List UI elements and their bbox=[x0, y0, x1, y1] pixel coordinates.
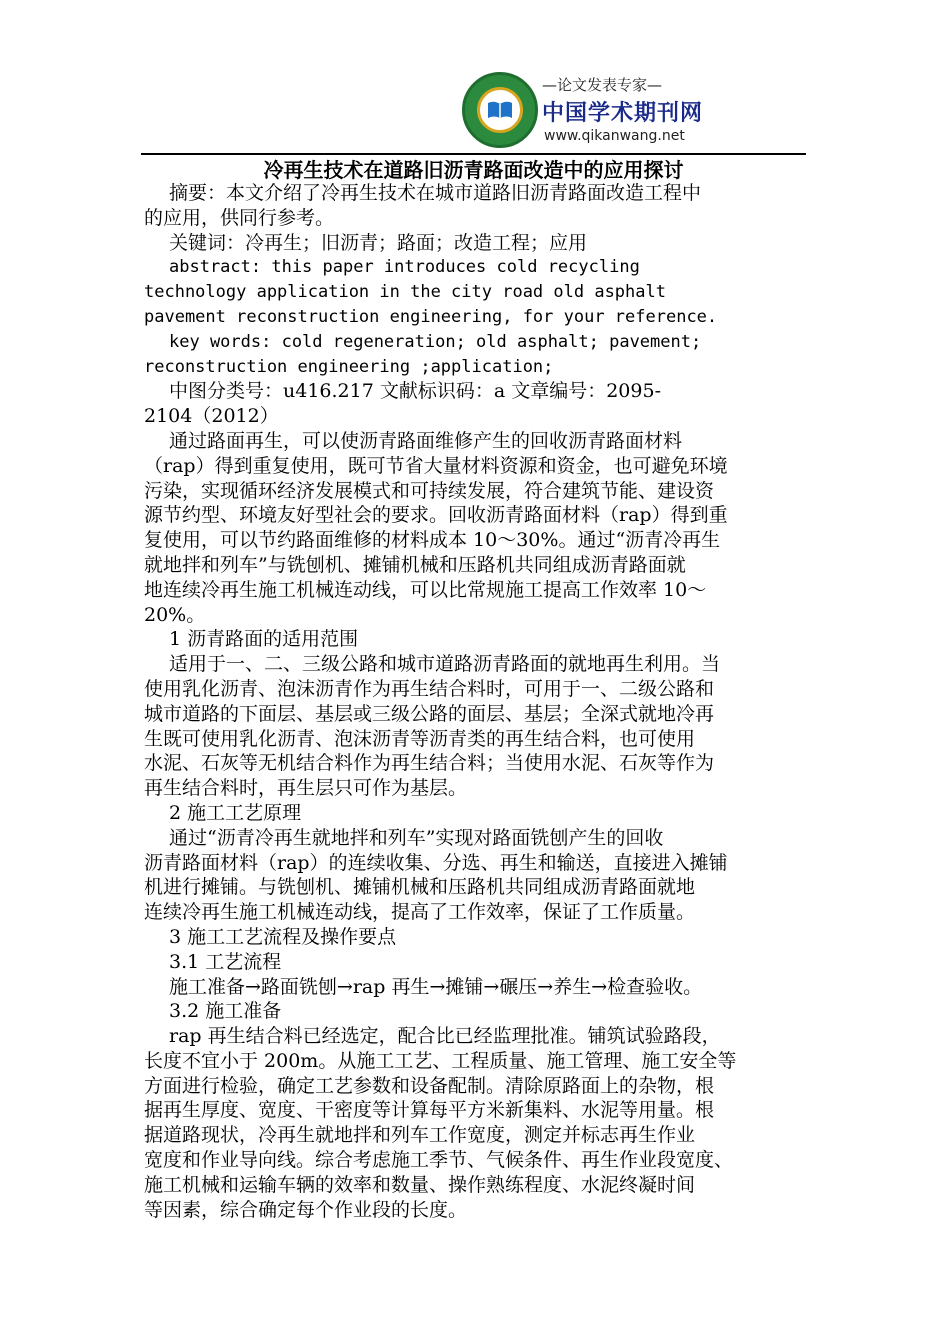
paragraph-line: 通过路面再生，可以使沥青路面维修产生的回收沥青路面材料 bbox=[169, 429, 683, 452]
site-logo bbox=[462, 70, 702, 150]
paragraph-line: 20%。 bbox=[144, 603, 206, 626]
paragraph-line: 沥青路面材料（rap）的连续收集、分选、再生和输送，直接进入摊铺 bbox=[144, 851, 728, 874]
paragraph-line: 适用于一、二、三级公路和城市道路沥青路面的就地再生利用。当 bbox=[169, 653, 721, 676]
paragraph-line: 机进行摊铺。与铣刨机、摊铺机械和压路机共同组成沥青路面就地 bbox=[144, 876, 696, 899]
keywords-en-line: key words: cold regeneration; old asphalt; pavement; bbox=[169, 331, 702, 352]
paragraph-line: 源节约型、环境友好型社会的要求。回收沥青路面材料（rap）得到重 bbox=[144, 504, 728, 527]
paragraph-line: rap 再生结合料已经选定，配合比已经监理批准。铺筑试验路段， bbox=[169, 1025, 721, 1048]
paragraph-line: 方面进行检验，确定工艺参数和设备配制。清除原路面上的杂物，根 bbox=[144, 1074, 715, 1097]
paragraph-line: （rap）得到重复使用，既可节省大量材料资源和资金，也可避免环境 bbox=[144, 454, 728, 477]
paragraph-line: 通过“沥青冷再生就地拌和列车”实现对路面铣刨产生的回收 bbox=[169, 826, 664, 849]
logo-name: 中国学术期刊网 bbox=[542, 101, 704, 126]
abstract-en-line: technology application in the city road old asphalt bbox=[144, 282, 666, 303]
header-rule bbox=[141, 153, 806, 155]
subsection-heading: 3.1 工艺流程 bbox=[169, 950, 282, 973]
process-flow-line: 施工准备→路面铣刨→rap 再生→摊铺→碾压→养生→检查验收。 bbox=[169, 975, 703, 998]
keywords-line: 关键词：冷再生；旧沥青；路面；改造工程；应用 bbox=[169, 231, 588, 254]
paragraph-line: 据道路现状，冷再生就地拌和列车工作宽度，测定并标志再生作业 bbox=[144, 1124, 696, 1147]
paragraph-line: 施工机械和运输车辆的效率和数量、操作熟练程度、水泥终凝时间 bbox=[144, 1173, 696, 1196]
paragraph-line: 再生结合料时，再生层只可作为基层。 bbox=[144, 777, 468, 800]
article-body bbox=[144, 181, 804, 1222]
paragraph-line: 污染，实现循环经济发展模式和可持续发展，符合建筑节能、建设资 bbox=[144, 479, 715, 502]
abstract-en-line: abstract: this paper introduces cold recycling bbox=[169, 257, 640, 278]
section-heading: 2 施工工艺原理 bbox=[169, 801, 302, 824]
paragraph-line: 地连续冷再生施工机械连动线，可以比常规施工提高工作效率 10～ bbox=[144, 578, 707, 601]
paragraph-line: 生既可使用乳化沥青、泡沫沥青等沥青类的再生结合料，也可使用 bbox=[144, 727, 696, 750]
paragraph-line: 连续冷再生施工机械连动线，提高了工作效率，保证了工作质量。 bbox=[144, 901, 696, 924]
keywords-en-line: reconstruction engineering ;application; bbox=[144, 356, 554, 377]
logo-url: www.qikanwang.net bbox=[544, 128, 685, 144]
section-heading: 3 施工工艺流程及操作要点 bbox=[169, 925, 397, 948]
article-title: 冷再生技术在道路旧沥青路面改造中的应用探讨 bbox=[263, 158, 684, 182]
classification-line: 中图分类号：u416.217 文献标识码：a 文章编号：2095- bbox=[169, 380, 661, 403]
paragraph-line: 使用乳化沥青、泡沫沥青作为再生结合料时，可用于一、二级公路和 bbox=[144, 677, 715, 700]
paragraph-line: 等因素，综合确定每个作业段的长度。 bbox=[144, 1198, 468, 1221]
paragraph-line: 就地拌和列车”与铣刨机、摊铺机械和压路机共同组成沥青路面就 bbox=[144, 553, 686, 576]
abstract-line: 的应用，供同行参考。 bbox=[144, 206, 335, 229]
abstract-line: 摘要：本文介绍了冷再生技术在城市道路旧沥青路面改造工程中 bbox=[169, 182, 702, 204]
paragraph-line: 城市道路的下面层、基层或三级公路的面层、基层；全深式就地冷再 bbox=[144, 702, 715, 725]
logo-emblem bbox=[462, 72, 538, 148]
classification-line: 2104（2012） bbox=[144, 405, 279, 428]
paragraph-line: 水泥、石灰等无机结合料作为再生结合料；当使用水泥、石灰等作为 bbox=[144, 752, 715, 775]
paragraph-line: 宽度和作业导向线。综合考虑施工季节、气候条件、再生作业段宽度、 bbox=[144, 1149, 734, 1172]
paragraph-line: 据再生厚度、宽度、干密度等计算每平方米新集料、水泥等用量。根 bbox=[144, 1099, 715, 1122]
logo-tagline: —论文发表专家— bbox=[542, 76, 663, 94]
section-heading: 1 沥青路面的适用范围 bbox=[169, 628, 359, 651]
paragraph-line: 复使用，可以节约路面维修的材料成本 10～30%。通过“沥青冷再生 bbox=[144, 529, 721, 552]
paragraph-line: 长度不宜小于 200m。从施工工艺、工程质量、施工管理、施工安全等 bbox=[144, 1049, 737, 1072]
abstract-en-line: pavement reconstruction engineering, for your reference. bbox=[144, 306, 718, 327]
book-icon bbox=[477, 87, 523, 133]
subsection-heading: 3.2 施工准备 bbox=[169, 1000, 282, 1023]
